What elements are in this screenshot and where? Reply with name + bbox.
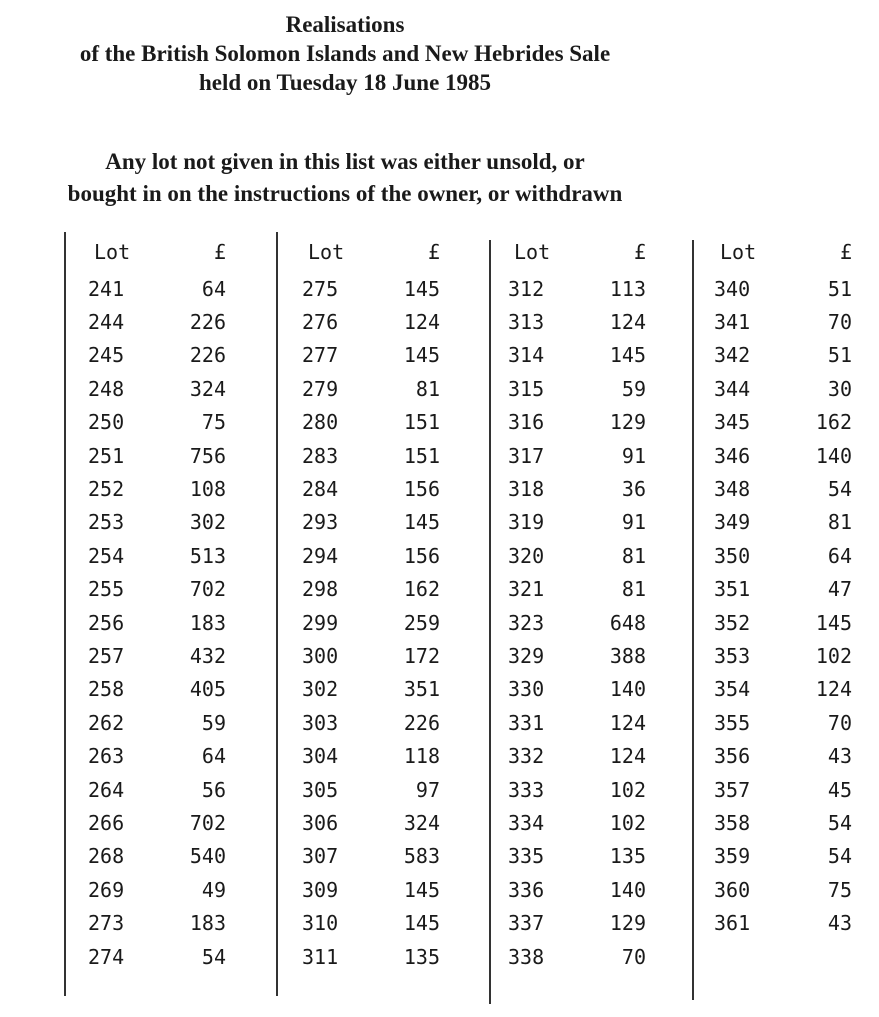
- price-value: 151: [403, 443, 440, 468]
- lot-number: 337: [508, 911, 545, 936]
- price-value: 113: [609, 276, 646, 301]
- lot-header: Lot: [94, 240, 131, 264]
- price-value: 51: [827, 343, 852, 368]
- price-value: 102: [609, 810, 646, 835]
- table-row: [508, 406, 646, 439]
- lot-number: 299: [302, 610, 339, 635]
- price-value: 162: [403, 577, 440, 602]
- price-value: 183: [189, 911, 226, 936]
- column-rule-4: [692, 240, 694, 1000]
- lot-number: 352: [714, 610, 751, 635]
- price-value: 226: [189, 310, 226, 335]
- lot-number: 302: [302, 677, 339, 702]
- lot-number: 300: [302, 643, 339, 668]
- table-row: [88, 339, 226, 372]
- lot-number: 313: [508, 310, 545, 335]
- table-row: [88, 840, 226, 873]
- price-value: 388: [609, 643, 646, 668]
- table-row: [88, 439, 226, 472]
- table-row: [88, 406, 226, 439]
- price-value: 302: [189, 510, 226, 535]
- lot-number: 345: [714, 410, 751, 435]
- price-value: 97: [415, 777, 440, 802]
- price-header: £: [839, 240, 852, 264]
- lot-number: 258: [88, 677, 125, 702]
- table-row: [508, 439, 646, 472]
- table-row: [302, 506, 440, 539]
- price-value: 583: [403, 844, 440, 869]
- table-row: [508, 506, 646, 539]
- lot-header: Lot: [308, 240, 345, 264]
- price-value: 124: [609, 744, 646, 769]
- table-row: [88, 539, 226, 572]
- lot-number: 355: [714, 710, 751, 735]
- table-row: [88, 873, 226, 906]
- table-row: [302, 439, 440, 472]
- price-value: 124: [609, 710, 646, 735]
- price-value: 54: [827, 477, 852, 502]
- lot-number: 333: [508, 777, 545, 802]
- lot-header: Lot: [514, 240, 551, 264]
- table-row: [88, 272, 226, 305]
- table-row: [88, 906, 226, 939]
- table-row: [302, 706, 440, 739]
- table-row: [508, 673, 646, 706]
- price-column-2: [302, 232, 440, 973]
- table-row: [508, 539, 646, 572]
- price-value: 75: [201, 410, 226, 435]
- table-row: [508, 372, 646, 405]
- table-row: [508, 773, 646, 806]
- lot-number: 275: [302, 276, 339, 301]
- price-value: 259: [403, 610, 440, 635]
- price-value: 124: [609, 310, 646, 335]
- price-value: 64: [201, 744, 226, 769]
- table-row: [508, 806, 646, 839]
- lot-number: 269: [88, 877, 125, 902]
- table-row: [508, 272, 646, 305]
- price-value: 702: [189, 577, 226, 602]
- lot-number: 245: [88, 343, 125, 368]
- price-value: 54: [201, 944, 226, 969]
- table-row: [714, 906, 852, 939]
- price-value: 43: [827, 911, 852, 936]
- lot-number: 254: [88, 543, 125, 568]
- price-value: 118: [403, 744, 440, 769]
- lot-number: 283: [302, 443, 339, 468]
- lot-number: 293: [302, 510, 339, 535]
- price-value: 64: [201, 276, 226, 301]
- lot-number: 357: [714, 777, 751, 802]
- table-row: [714, 406, 852, 439]
- lot-number: 358: [714, 810, 751, 835]
- price-value: 702: [189, 810, 226, 835]
- table-row: [88, 773, 226, 806]
- table-row: [88, 606, 226, 639]
- price-value: 91: [621, 443, 646, 468]
- table-row: [508, 906, 646, 939]
- price-value: 56: [201, 777, 226, 802]
- price-column-3: [508, 232, 646, 973]
- lot-number: 312: [508, 276, 545, 301]
- table-row: [508, 339, 646, 372]
- lot-number: 360: [714, 877, 751, 902]
- lot-number: 336: [508, 877, 545, 902]
- table-row: [88, 372, 226, 405]
- price-value: 54: [827, 810, 852, 835]
- price-value: 226: [403, 710, 440, 735]
- table-row: [714, 506, 852, 539]
- table-row: [302, 406, 440, 439]
- price-value: 47: [827, 577, 852, 602]
- table-row: [508, 940, 646, 973]
- lot-number: 251: [88, 443, 125, 468]
- column-header: [302, 232, 440, 272]
- price-value: 140: [609, 677, 646, 702]
- title-line-3: held on Tuesday 18 June 1985: [198, 70, 492, 95]
- table-row: [88, 739, 226, 772]
- price-header: £: [633, 240, 646, 264]
- lot-number: 338: [508, 944, 545, 969]
- price-value: 51: [827, 276, 852, 301]
- table-row: [302, 940, 440, 973]
- table-row: [302, 673, 440, 706]
- lot-number: 256: [88, 610, 125, 635]
- price-value: 59: [201, 710, 226, 735]
- price-value: 102: [815, 643, 852, 668]
- price-value: 145: [815, 610, 852, 635]
- price-value: 135: [609, 844, 646, 869]
- lot-number: 294: [302, 543, 339, 568]
- table-row: [714, 305, 852, 338]
- price-value: 324: [403, 810, 440, 835]
- price-value: 36: [621, 477, 646, 502]
- lot-number: 244: [88, 310, 125, 335]
- notice-text: [0, 146, 690, 210]
- lot-number: 359: [714, 844, 751, 869]
- price-value: 513: [189, 543, 226, 568]
- table-row: [508, 840, 646, 873]
- lot-number: 335: [508, 844, 545, 869]
- table-row: [714, 840, 852, 873]
- price-value: 540: [189, 844, 226, 869]
- lot-number: 276: [302, 310, 339, 335]
- price-value: 81: [415, 376, 440, 401]
- column-rule-2: [276, 232, 278, 996]
- lot-number: 277: [302, 343, 339, 368]
- table-row: [302, 806, 440, 839]
- price-value: 81: [827, 510, 852, 535]
- lot-number: 315: [508, 376, 545, 401]
- lot-number: 332: [508, 744, 545, 769]
- table-row: [88, 305, 226, 338]
- price-value: 135: [403, 944, 440, 969]
- price-value: 226: [189, 343, 226, 368]
- price-value: 145: [609, 343, 646, 368]
- lot-number: 257: [88, 643, 125, 668]
- lot-number: 309: [302, 877, 339, 902]
- price-value: 70: [827, 710, 852, 735]
- price-value: 172: [403, 643, 440, 668]
- price-value: 70: [827, 310, 852, 335]
- notice-line-1: Any lot not given in this list was either unsold, or: [105, 149, 585, 174]
- lot-number: 304: [302, 744, 339, 769]
- lot-number: 314: [508, 343, 545, 368]
- document-title: [0, 10, 690, 97]
- price-value: 108: [189, 477, 226, 502]
- price-value: 81: [621, 543, 646, 568]
- lot-number: 268: [88, 844, 125, 869]
- price-value: 140: [609, 877, 646, 902]
- lot-number: 274: [88, 944, 125, 969]
- price-value: 756: [189, 443, 226, 468]
- lot-number: 331: [508, 710, 545, 735]
- table-row: [302, 539, 440, 572]
- price-value: 156: [403, 543, 440, 568]
- table-row: [508, 873, 646, 906]
- lot-number: 241: [88, 276, 125, 301]
- table-row: [714, 539, 852, 572]
- table-row: [88, 706, 226, 739]
- lot-number: 311: [302, 944, 339, 969]
- lot-number: 350: [714, 543, 751, 568]
- price-value: 432: [189, 643, 226, 668]
- lot-number: 266: [88, 810, 125, 835]
- price-column-1: [88, 232, 226, 973]
- lot-number: 341: [714, 310, 751, 335]
- lot-number: 340: [714, 276, 751, 301]
- lot-number: 354: [714, 677, 751, 702]
- price-value: 145: [403, 911, 440, 936]
- lot-number: 318: [508, 477, 545, 502]
- lot-number: 329: [508, 643, 545, 668]
- lot-number: 323: [508, 610, 545, 635]
- lot-number: 306: [302, 810, 339, 835]
- table-row: [302, 873, 440, 906]
- table-row: [302, 773, 440, 806]
- table-row: [714, 272, 852, 305]
- price-value: 162: [815, 410, 852, 435]
- table-row: [714, 472, 852, 505]
- price-value: 70: [621, 944, 646, 969]
- table-row: [508, 305, 646, 338]
- table-row: [508, 472, 646, 505]
- table-row: [302, 339, 440, 372]
- table-row: [714, 606, 852, 639]
- lot-number: 255: [88, 577, 125, 602]
- lot-header: Lot: [720, 240, 757, 264]
- lot-number: 356: [714, 744, 751, 769]
- title-line-1: Realisations: [285, 12, 405, 37]
- lot-number: 361: [714, 911, 751, 936]
- table-row: [302, 606, 440, 639]
- price-value: 49: [201, 877, 226, 902]
- table-row: [714, 573, 852, 606]
- lot-number: 263: [88, 744, 125, 769]
- table-row: [88, 506, 226, 539]
- lot-number: 353: [714, 643, 751, 668]
- table-row: [508, 573, 646, 606]
- lot-number: 348: [714, 477, 751, 502]
- price-value: 648: [609, 610, 646, 635]
- table-row: [88, 806, 226, 839]
- lot-number: 321: [508, 577, 545, 602]
- table-row: [302, 305, 440, 338]
- table-row: [714, 873, 852, 906]
- lot-number: 248: [88, 376, 125, 401]
- price-value: 30: [827, 376, 852, 401]
- lot-number: 264: [88, 777, 125, 802]
- table-row: [302, 272, 440, 305]
- price-value: 59: [621, 376, 646, 401]
- table-row: [88, 639, 226, 672]
- lot-number: 273: [88, 911, 125, 936]
- price-value: 151: [403, 410, 440, 435]
- table-row: [714, 773, 852, 806]
- price-value: 81: [621, 577, 646, 602]
- price-value: 183: [189, 610, 226, 635]
- table-row: [302, 906, 440, 939]
- table-row: [714, 372, 852, 405]
- lot-number: 298: [302, 577, 339, 602]
- lot-number: 279: [302, 376, 339, 401]
- lot-number: 303: [302, 710, 339, 735]
- price-header: £: [213, 240, 226, 264]
- lot-number: 342: [714, 343, 751, 368]
- price-value: 324: [189, 376, 226, 401]
- table-row: [302, 639, 440, 672]
- notice-line-2: bought in on the instructions of the owner, or withdrawn: [67, 181, 623, 206]
- lot-number: 330: [508, 677, 545, 702]
- column-rule-3: [489, 240, 491, 1004]
- table-row: [302, 472, 440, 505]
- table-row: [88, 673, 226, 706]
- table-row: [508, 739, 646, 772]
- lot-number: 307: [302, 844, 339, 869]
- lot-number: 319: [508, 510, 545, 535]
- column-header: [714, 232, 852, 272]
- lot-number: 316: [508, 410, 545, 435]
- column-header: [88, 232, 226, 272]
- table-row: [508, 639, 646, 672]
- price-value: 140: [815, 443, 852, 468]
- table-row: [508, 706, 646, 739]
- price-value: 129: [609, 410, 646, 435]
- lot-number: 250: [88, 410, 125, 435]
- table-row: [302, 573, 440, 606]
- lot-number: 351: [714, 577, 751, 602]
- table-row: [508, 606, 646, 639]
- table-row: [302, 739, 440, 772]
- table-row: [88, 472, 226, 505]
- lot-number: 320: [508, 543, 545, 568]
- lot-number: 317: [508, 443, 545, 468]
- price-value: 43: [827, 744, 852, 769]
- table-row: [88, 573, 226, 606]
- lot-number: 310: [302, 911, 339, 936]
- column-rule-1: [64, 232, 66, 996]
- lot-number: 349: [714, 510, 751, 535]
- table-row: [714, 739, 852, 772]
- price-value: 124: [815, 677, 852, 702]
- table-row: [302, 840, 440, 873]
- column-header: [508, 232, 646, 272]
- lot-number: 262: [88, 710, 125, 735]
- price-header: £: [427, 240, 440, 264]
- table-row: [714, 339, 852, 372]
- price-value: 405: [189, 677, 226, 702]
- price-value: 145: [403, 276, 440, 301]
- price-value: 75: [827, 877, 852, 902]
- lot-number: 346: [714, 443, 751, 468]
- lot-number: 252: [88, 477, 125, 502]
- price-value: 102: [609, 777, 646, 802]
- price-value: 145: [403, 877, 440, 902]
- table-row: [714, 439, 852, 472]
- lot-number: 284: [302, 477, 339, 502]
- price-value: 54: [827, 844, 852, 869]
- lot-number: 253: [88, 510, 125, 535]
- lot-number: 280: [302, 410, 339, 435]
- table-row: [88, 940, 226, 973]
- table-row: [302, 372, 440, 405]
- price-value: 91: [621, 510, 646, 535]
- lot-number: 344: [714, 376, 751, 401]
- table-row: [714, 706, 852, 739]
- price-value: 145: [403, 510, 440, 535]
- table-row: [714, 673, 852, 706]
- table-row: [714, 639, 852, 672]
- price-value: 124: [403, 310, 440, 335]
- table-row: [714, 806, 852, 839]
- price-value: 45: [827, 777, 852, 802]
- lot-number: 334: [508, 810, 545, 835]
- price-value: 351: [403, 677, 440, 702]
- price-column-4: [714, 232, 852, 940]
- price-value: 64: [827, 543, 852, 568]
- lot-number: 305: [302, 777, 339, 802]
- price-value: 156: [403, 477, 440, 502]
- price-value: 145: [403, 343, 440, 368]
- title-line-2: of the British Solomon Islands and New Hebrides Sale: [79, 41, 611, 66]
- price-value: 129: [609, 911, 646, 936]
